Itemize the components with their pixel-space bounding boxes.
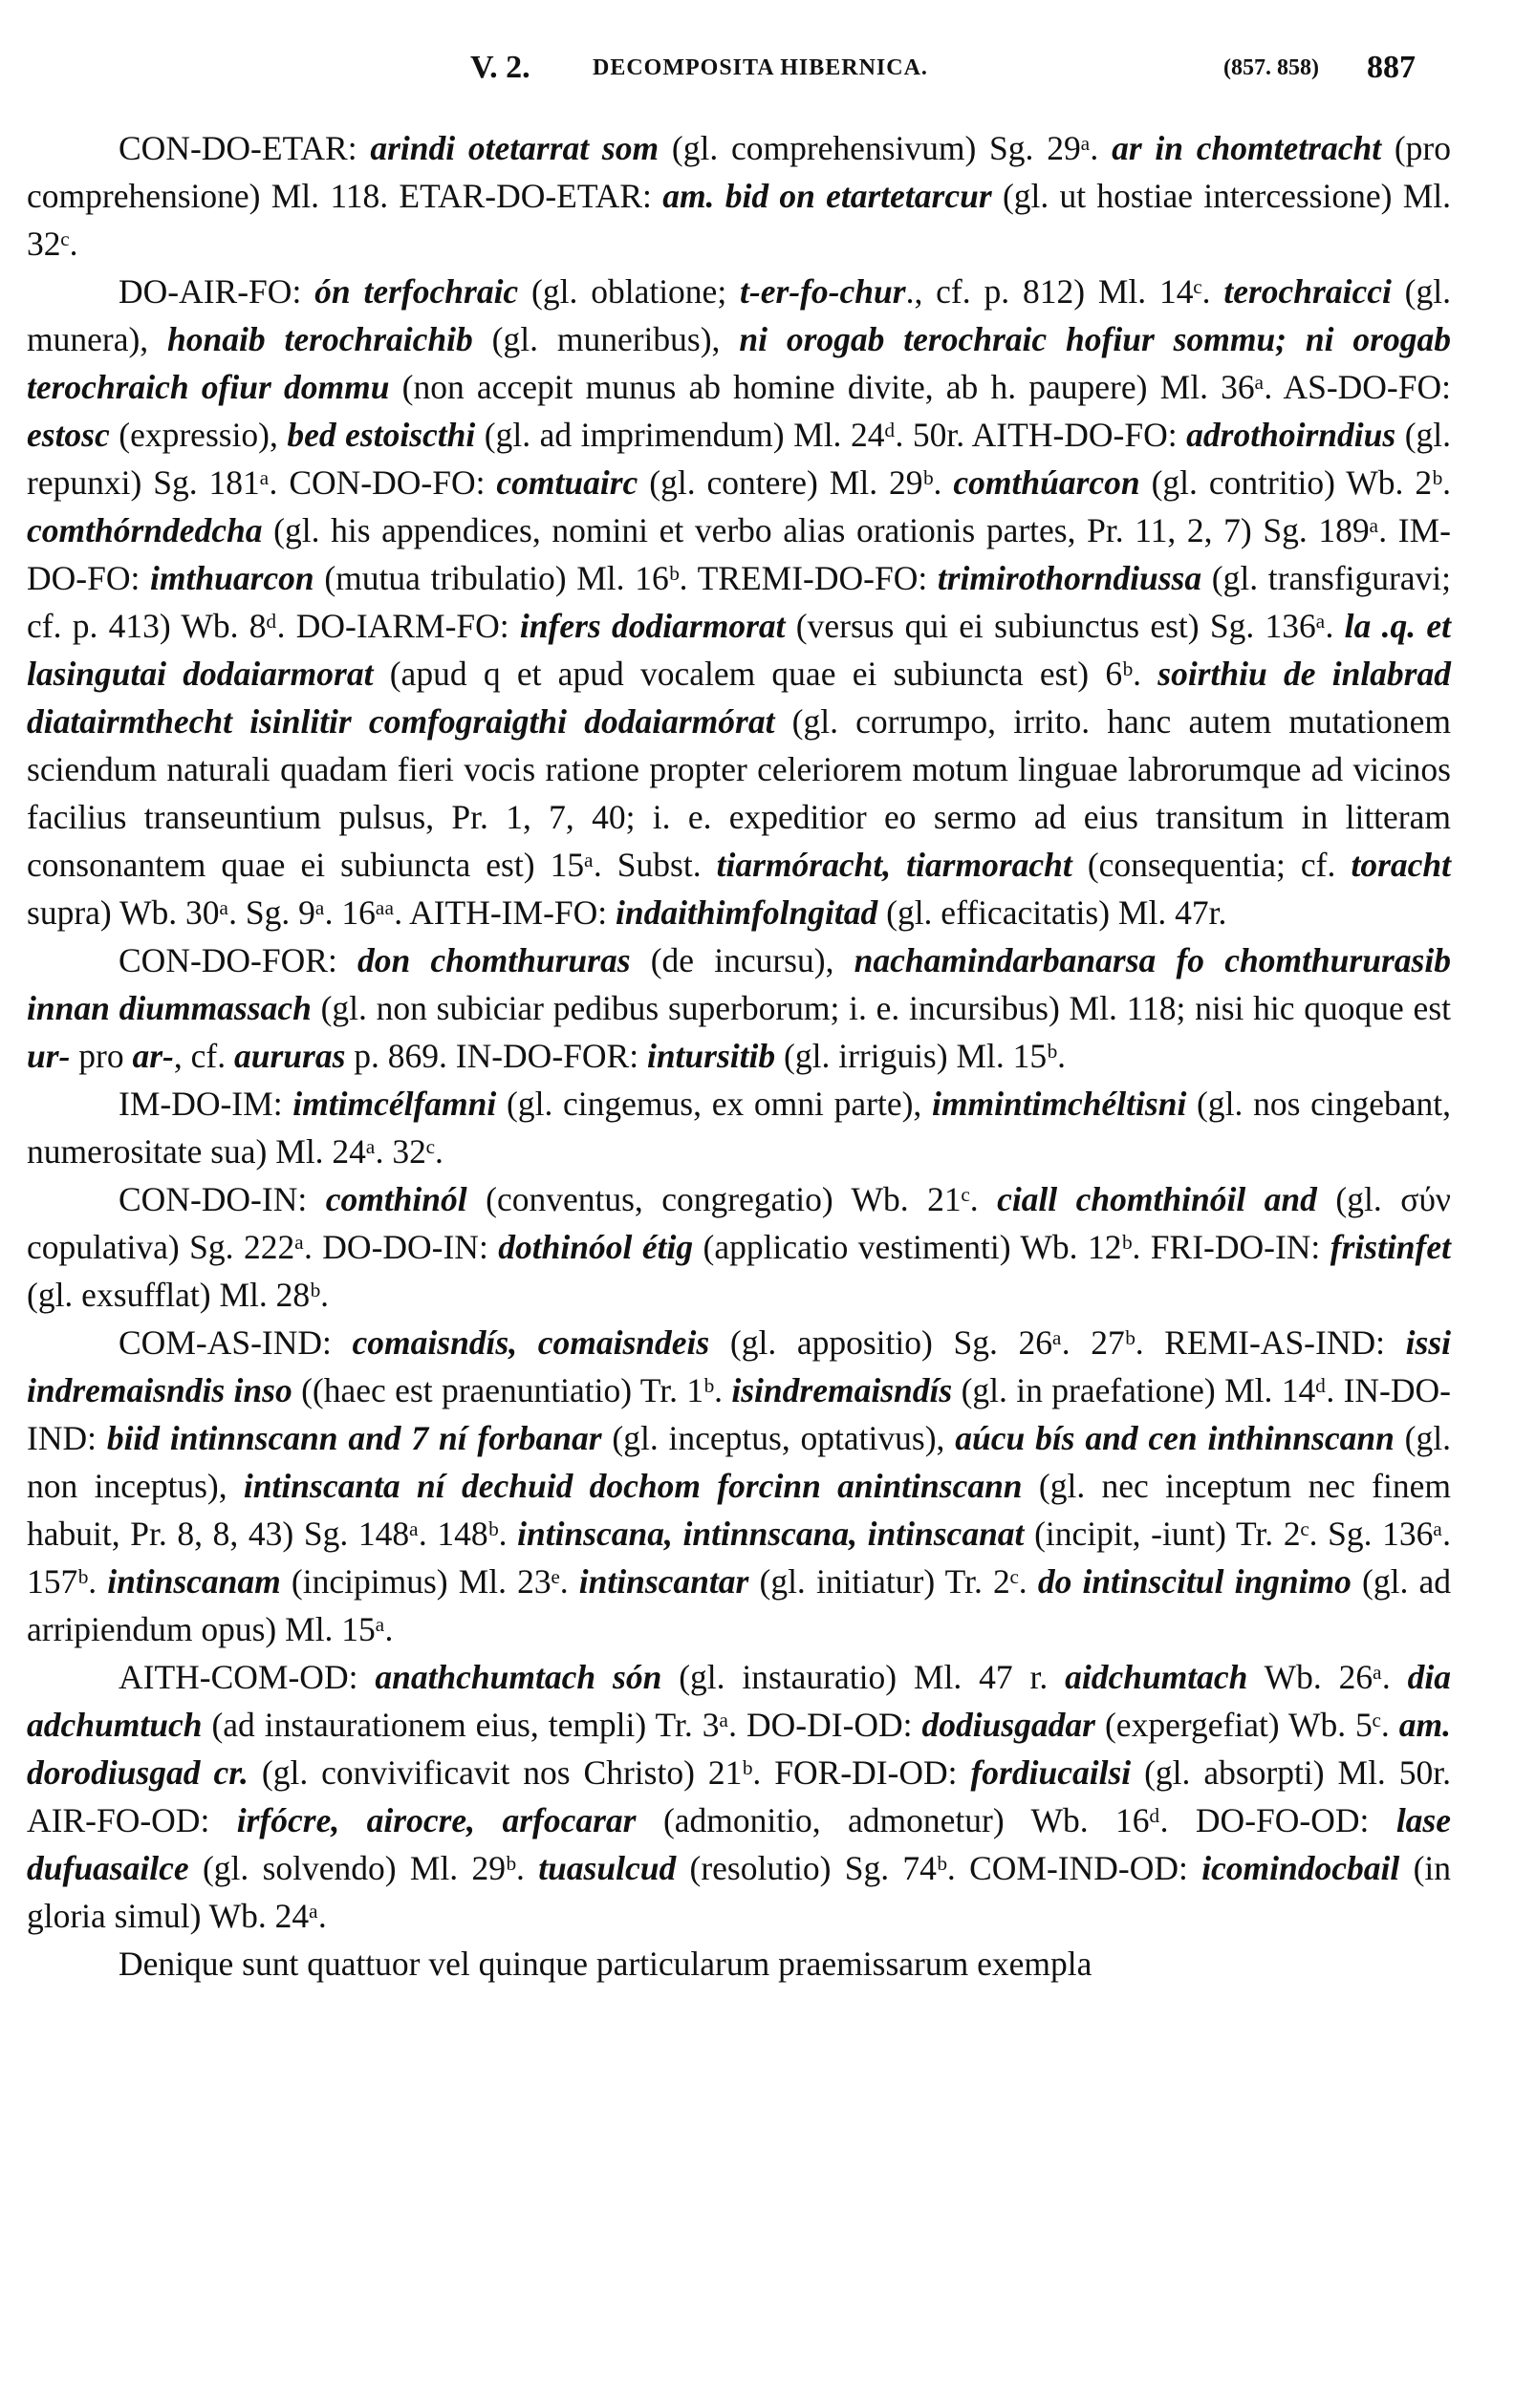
irish-form: arindi otetarrat som: [370, 129, 660, 167]
irish-form: aúcu bís and cen inthinnscann: [955, 1419, 1395, 1457]
paragraph: [27, 1175, 1451, 1319]
irish-form: trimirothorndiussa: [937, 559, 1202, 597]
text-run: ((haec est praenuntiatio) Tr. 1ᵇ.: [292, 1371, 732, 1409]
text-run: (mutua tribulatio) Ml. 16ᵇ.: [314, 559, 698, 597]
irish-form: isindremaisndís: [731, 1371, 953, 1409]
compound-headword: REMI-AS-IND: [1164, 1323, 1376, 1362]
compound-headword: AITH-COM-OD: [119, 1658, 349, 1696]
text-run: (gl. nec inceptum nec finem habuit, Pr. 8, 8, 43) Sg. 148ᵃ. 148ᵇ.: [27, 1467, 1451, 1553]
text-run: (gl. non inceptus),: [27, 1419, 1451, 1505]
compound-headword: IN-DO-FOR: [455, 1037, 630, 1075]
irish-form: immintimchéltisni: [932, 1085, 1187, 1123]
text-run: :: [1441, 368, 1452, 406]
compound-headword: DO-DO-IN: [322, 1228, 479, 1266]
irish-form: estosc: [27, 416, 110, 454]
text-run: (gl. convivificavit nos Christo) 21ᵇ.: [248, 1753, 775, 1792]
body-text: [27, 124, 1451, 1988]
text-run: (gl. oblatione;: [518, 272, 741, 311]
text-run: (gl. corrumpo, irrito. hanc autem mutationem sciendum naturali quadam fieri vocis ratione propter celeriorem motum linguae labrorumque ad vicinos facilius transeuntium pulsus, Pr. 1, 7, 40; i. e. expeditior eo sermo ad eius transitum in litteram consonantem quae ei subiuncta est) 15ᵃ. Subst.: [27, 702, 1451, 884]
irish-form: fristinfet: [1330, 1228, 1451, 1266]
irish-form: comthúarcon: [953, 463, 1140, 502]
text-run: :: [902, 1706, 922, 1744]
compound-headword: FOR-DI-OD: [774, 1753, 948, 1792]
text-run: (gl. transfiguravi; cf. p. 413) Wb. 8ᵈ.: [27, 559, 1452, 645]
paragraph: [27, 936, 1451, 1080]
text-run: (gl. non subiciar pedibus superborum; i. e. incursibus) Ml. 118; nisi hic quoque est: [311, 989, 1451, 1027]
text-run: (expergefiat) Wb. 5ᶜ.: [1095, 1706, 1399, 1744]
text-run: :: [1375, 1323, 1406, 1362]
irish-form: ciall chomthinóil and: [997, 1180, 1317, 1218]
text-run: :: [499, 607, 520, 645]
irish-form: imtimcélfamni: [292, 1085, 497, 1123]
irish-form: ón terfochraic: [314, 272, 519, 311]
text-run: p. 869.: [345, 1037, 456, 1075]
text-run: :: [87, 1419, 107, 1457]
irish-form: lase dufuasailce: [27, 1801, 1451, 1887]
text-run: (gl. nos cingebant, numerositate sua) Ml. 24ᵃ. 32ᶜ.: [27, 1085, 1451, 1171]
paragraph: [27, 124, 1451, 268]
compound-headword: DO-FO-OD: [1195, 1801, 1360, 1839]
compound-headword: CON-DO-FO: [289, 463, 476, 502]
text-run: (resolutio) Sg. 74ᵇ.: [676, 1849, 970, 1887]
text-run: :: [348, 1658, 376, 1696]
irish-form: nachamindarbanarsa fo chomthururasib innan diummassach: [27, 941, 1451, 1027]
text-run: (gl. contritio) Wb. 2ᵇ.: [1139, 463, 1451, 502]
text-run: (gl. comprehensivum) Sg. 29ᵃ.: [659, 129, 1113, 167]
text-run: (gl. contere) Ml. 29ᵇ.: [638, 463, 954, 502]
text-run: Wb. 26ᵃ.: [1247, 1658, 1408, 1696]
compound-headword: AITH-DO-FO: [971, 416, 1168, 454]
text-run: :: [947, 1753, 971, 1792]
compound-headword: CON-DO-IN: [119, 1180, 298, 1218]
irish-form: aidchumtach: [1065, 1658, 1248, 1696]
irish-form: ar-: [132, 1037, 174, 1075]
compound-headword: CON-DO-ETAR: [119, 129, 348, 167]
irish-form: ar in chomtetracht: [1112, 129, 1382, 167]
irish-form: do intinscitul ingnimo: [1037, 1562, 1352, 1601]
paragraph: [27, 1319, 1451, 1653]
text-run: (expressio),: [109, 416, 288, 454]
irish-form: intinscantar: [578, 1562, 749, 1601]
text-run: (gl. ad imprimendum) Ml. 24ᵈ. 50r.: [475, 416, 972, 454]
text-run: :: [322, 1323, 353, 1362]
irish-form: infers dodiarmorat: [519, 607, 786, 645]
text-run: :: [642, 177, 663, 215]
text-run: (gl. irriguis) Ml. 15ᵇ.: [775, 1037, 1066, 1075]
text-run: :: [597, 893, 616, 932]
text-run: (conventus, congregatio) Wb. 21ᶜ.: [466, 1180, 998, 1218]
compound-headword: AIR-FO-OD: [27, 1801, 201, 1839]
irish-form: comthórndedcha: [27, 511, 263, 549]
irish-form: tiarmóracht, tiarmoracht: [716, 846, 1072, 884]
compound-headword: IM-DO-IM: [119, 1085, 273, 1123]
text-run: :: [200, 1801, 237, 1839]
compound-headword: IM-DO-FO: [27, 511, 1451, 597]
irish-form: indaithimfolngitad: [616, 893, 878, 932]
text-run: (gl. appositio) Sg. 26ᵃ. 27ᵇ.: [709, 1323, 1165, 1362]
text-run: (consequentia; cf.: [1071, 846, 1352, 884]
text-run: (de incursu),: [630, 941, 854, 979]
compound-headword: DO-IARM-FO: [295, 607, 500, 645]
irish-form: dothinóol étig: [498, 1228, 694, 1266]
text-run: :: [292, 272, 315, 311]
irish-form: intursitib: [646, 1037, 776, 1075]
irish-form: anathchumtach són: [375, 1658, 662, 1696]
text-run: (incipit, -iunt) Tr. 2ᶜ. Sg. 136ᵃ. 157ᵇ.: [27, 1515, 1452, 1601]
irish-form: t-er-fo-chur: [740, 272, 906, 311]
text-run: (non accepit munus ab homine divite, ab h. paupere) Ml. 36ᵃ.: [389, 368, 1284, 406]
text-run: (gl. his appendices, nomini et verbo alias orationis partes, Pr. 11, 2, 7) Sg. 189ᵃ.: [262, 511, 1398, 549]
text-run: :: [1179, 1849, 1202, 1887]
running-title: DECOMPOSITA HIBERNICA.: [593, 55, 928, 80]
irish-form: comthinól: [325, 1180, 467, 1218]
text-run: (gl. initiatur) Tr. 2ᶜ.: [748, 1562, 1038, 1601]
irish-form: soirthiu de inlabrad diatairmthecht isinlitir comfograigthi dodaiarmórat: [27, 655, 1451, 741]
compound-headword: ETAR-DO-ETAR: [399, 177, 643, 215]
irish-form: icomindocbail: [1201, 1849, 1400, 1887]
text-run: :: [478, 1228, 499, 1266]
irish-form: am. dorodiusgad cr.: [27, 1706, 1451, 1792]
compound-headword: FRI-DO-IN: [1150, 1228, 1311, 1266]
document-page: [27, 42, 1451, 1988]
text-run: (apud q et apud vocalem quae ei subiuncta est) 6ᵇ.: [373, 655, 1158, 693]
text-run: , cf.: [173, 1037, 234, 1075]
irish-form: intinscana, intinnscana, intinscanat: [517, 1515, 1025, 1553]
irish-form: toracht: [1351, 846, 1451, 884]
irish-form: comtuairc: [496, 463, 638, 502]
page-number: 887: [1367, 50, 1416, 85]
compound-headword: DO-AIR-FO: [119, 272, 292, 311]
text-run: (gl. exsufflat) Ml. 28ᵇ.: [27, 1276, 329, 1314]
text-run: (pro comprehensione) Ml. 118.: [27, 129, 1451, 215]
text-run: pro: [70, 1037, 133, 1075]
irish-form: adrothoirndius: [1186, 416, 1396, 454]
text-run: (in gloria simul) Wb. 24ᵃ.: [27, 1849, 1452, 1935]
text-run: :: [1359, 1801, 1396, 1839]
compound-headword: TREMI-DO-FO: [697, 559, 919, 597]
text-run: (gl. cingemus, ex omni parte),: [496, 1085, 932, 1123]
section-reference: (857. 858): [1223, 55, 1319, 80]
text-run: (gl. muneribus),: [472, 320, 740, 358]
text-run: (versus qui ei subiunctus est) Sg. 136ᵃ.: [785, 607, 1345, 645]
compound-headword: CON-DO-FOR: [119, 941, 328, 979]
irish-form: bed estoiscthi: [287, 416, 476, 454]
irish-form: dodiusgadar: [921, 1706, 1096, 1744]
text-run: (gl. instauratio) Ml. 47 r.: [661, 1658, 1066, 1696]
irish-form: terochraicci: [1223, 272, 1392, 311]
text-run: (incipimus) Ml. 23ᵉ.: [280, 1562, 579, 1601]
text-run: :: [130, 559, 151, 597]
text-run: ., cf. p. 812) Ml. 14ᶜ.: [905, 272, 1224, 311]
text-run: (gl. ad arripiendum opus) Ml. 15ᵃ.: [27, 1562, 1451, 1648]
text-run: :: [1167, 416, 1187, 454]
irish-form: issi indremaisndis inso: [27, 1323, 1451, 1409]
compound-headword: AS-DO-FO: [1283, 368, 1442, 406]
section-number: V. 2.: [470, 50, 530, 85]
irish-form: fordiucailsi: [970, 1753, 1132, 1792]
text-run: (ad instaurationem eius, templi) Tr. 3ᵃ.: [202, 1706, 747, 1744]
compound-headword: IN-DO-IND: [27, 1371, 1451, 1457]
irish-form: am. bid on etartetarcur: [662, 177, 992, 215]
irish-form: intinscanam: [107, 1562, 281, 1601]
compound-headword: COM-IND-OD: [969, 1849, 1179, 1887]
text-run: supra) Wb. 30ᵃ. Sg. 9ᵃ. 16ᵃᵃ.: [27, 893, 410, 932]
irish-form: comaisndís, comaisndeis: [352, 1323, 710, 1362]
text-run: :: [297, 1180, 326, 1218]
text-run: :: [347, 129, 371, 167]
irish-form: irfócre, airocre, arfocarar: [236, 1801, 637, 1839]
text-run: Denique sunt quattuor vel quinque particularum praemissarum exempla: [119, 1945, 1092, 1983]
irish-form: ur-: [27, 1037, 71, 1075]
irish-form: honaib terochraichib: [167, 320, 473, 358]
paragraph: [27, 1940, 1451, 1988]
paragraph: [27, 1653, 1451, 1940]
text-run: (applicatio vestimenti) Wb. 12ᵇ.: [693, 1228, 1151, 1266]
text-run: (gl. in praefatione) Ml. 14ᵈ.: [952, 1371, 1344, 1409]
irish-form: aururas: [233, 1037, 346, 1075]
irish-form: don chomthururas: [357, 941, 631, 979]
text-run: (gl. repunxi) Sg. 181ᵃ.: [27, 416, 1451, 502]
text-run: :: [629, 1037, 647, 1075]
compound-headword: AITH-IM-FO: [409, 893, 598, 932]
text-run: (gl. inceptus, optativus),: [601, 1419, 956, 1457]
irish-form: la .q. et lasingutai dodaiarmorat: [27, 607, 1451, 693]
text-run: (gl. ut hostiae intercessione) Ml. 32ᶜ.: [27, 177, 1451, 263]
irish-form: tuasulcud: [538, 1849, 677, 1887]
running-header: [27, 42, 1451, 99]
paragraph: [27, 1080, 1451, 1175]
irish-form: ni orogab terochraic hofiur sommu; ni orogab terochraich ofiur dommu: [27, 320, 1451, 406]
text-run: :: [272, 1085, 293, 1123]
text-run: :: [1310, 1228, 1330, 1266]
text-run: :: [475, 463, 497, 502]
text-run: (gl. efficacitatis) Ml. 47r.: [877, 893, 1227, 932]
paragraph: [27, 268, 1451, 936]
text-run: :: [327, 941, 357, 979]
text-run: (gl. absorpti) Ml. 50r.: [1131, 1753, 1451, 1792]
irish-form: dia adchumtuch: [27, 1658, 1451, 1744]
compound-headword: COM-AS-IND: [119, 1323, 322, 1362]
text-run: (gl. munera),: [27, 272, 1451, 358]
text-run: (gl. σύν copulativa) Sg. 222ᵃ.: [27, 1180, 1451, 1266]
compound-headword: DO-DI-OD: [746, 1706, 903, 1744]
text-run: :: [918, 559, 938, 597]
text-run: (admonitio, admonetur) Wb. 16ᵈ.: [636, 1801, 1196, 1839]
irish-form: biid intinnscann and 7 ní forbanar: [106, 1419, 602, 1457]
irish-form: intinscanta ní dechuid dochom forcinn anintinscann: [243, 1467, 1023, 1505]
irish-form: imthuarcon: [150, 559, 314, 597]
text-run: (gl. solvendo) Ml. 29ᵇ.: [188, 1849, 539, 1887]
